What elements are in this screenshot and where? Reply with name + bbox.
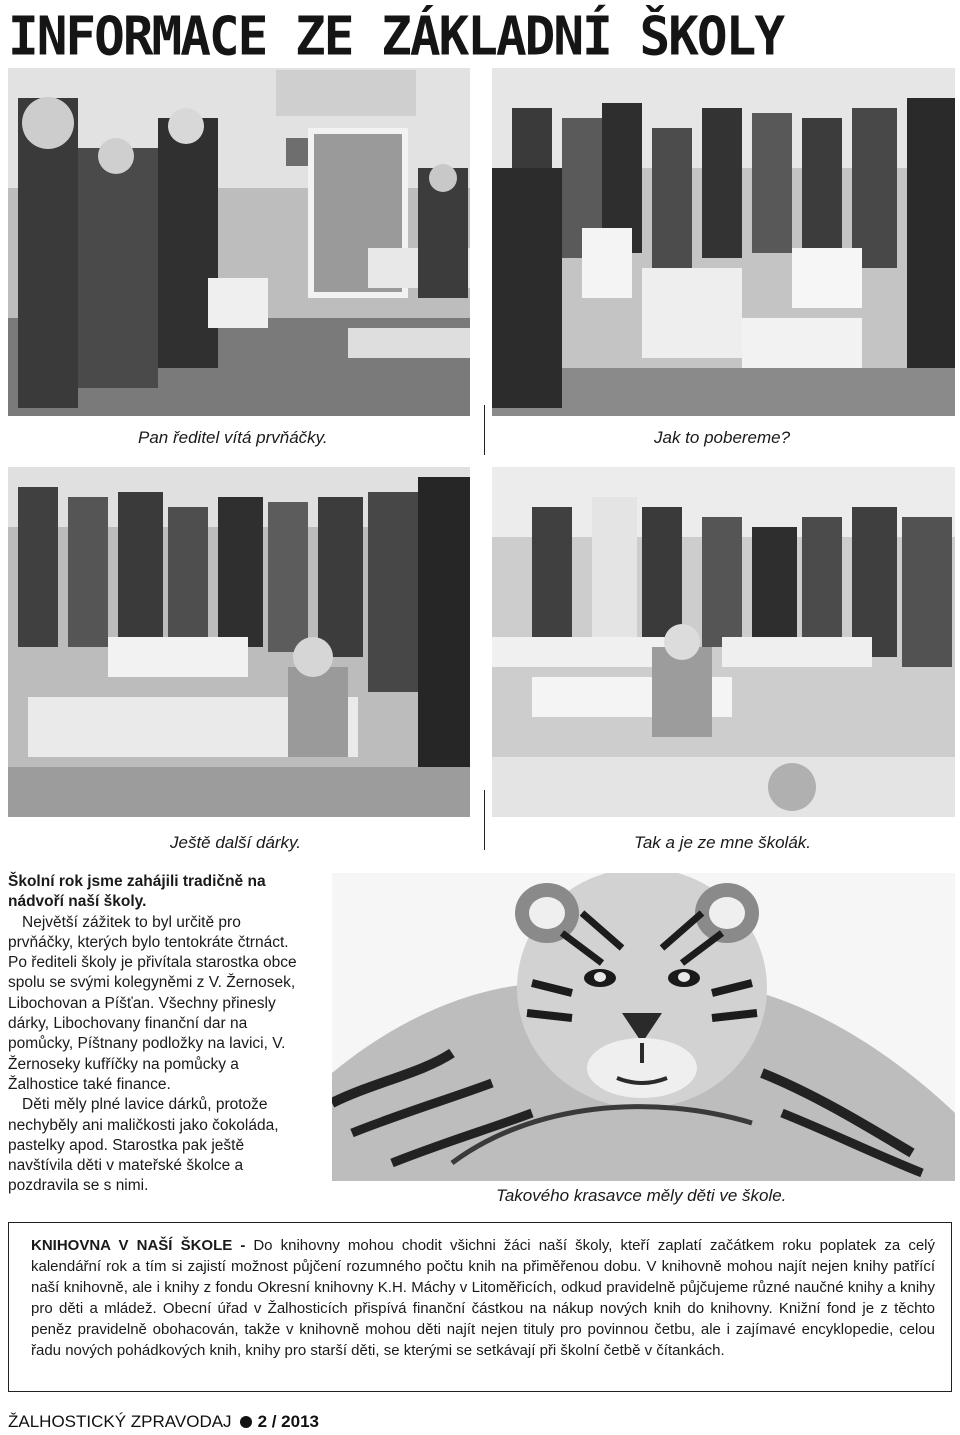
library-body: Do knihovny mohou chodit všichni žáci naší školy, kteří zaplatí začátkem roku poplatek za celý kalendářní rok a tím si zajistí možnost půjčení rozumného počtu knih na přiměřenou dobu. V knihovně mohou najít nejen knihy patřící naší knihovně, ale i knihy z fondu Okresní knihovny K.H. Máchy v Litoměřicích, odkud pravidelně půjčujeme různé naučné knihy a knihy pro děti a mládež. Obecní úřad v Žalhosticích přispívá finanční částkou na nákup nových knih do knihovny. Knižní fond je z těchto peněz pravidelně obohacován, takže v knihovně mohou děti najít nejen tituly pro povinnou četbu, ale i zajímavé encyklopedie, celou řadu nových pohádkových knih, knihy pro starší děti, se kterými se setkávají při školní četbě v čítankách. (31, 1237, 935, 1359)
photo-more-gifts (8, 467, 470, 817)
article-school-year (8, 872, 306, 1197)
caption-now-a-pupil: Tak a je ze mne školák. (634, 833, 812, 852)
library-title: KNIHOVNA V NAŠÍ ŠKOLE - (31, 1237, 246, 1254)
column-divider-bottom (484, 790, 485, 850)
article-paragraph-2: Děti měly plné lavice dárků, protože nechyběly ani maličkosti jako čokoláda, pastelky apod. Starostka pak ještě navštívila děti v mateřské školce a pozdravila se s nimi. (8, 1096, 279, 1195)
caption-tiger: Takového krasavce měly děti ve škole. (496, 1186, 787, 1205)
page-footer (8, 1412, 319, 1432)
photo-how-to-carry (492, 68, 955, 416)
library-notice-box (8, 1222, 952, 1392)
caption-more-gifts: Ještě další dárky. (170, 833, 302, 852)
publication-name: ŽALHOSTICKÝ ZPRAVODAJ (8, 1412, 232, 1431)
issue-number: 2 / 2013 (257, 1412, 320, 1431)
caption-headmaster-welcome: Pan ředitel vítá prvňáčky. (138, 428, 328, 447)
photo-headmaster-welcome (8, 68, 470, 416)
article-paragraph-1: Největší zážitek to byl určitě pro prvňáčky, kterých bylo tentokráte čtrnáct. Po řediteli školy je přivítala starostka obce spolu se svými kolegyněmi z V. Žernosek, Libochovan a Píšťan. Všechny přinesly dárky, Libochovany finanční dar na pomůcky, Píštnany podložky na lavici, V. Žernoseky kufříčky na pomůcky a Žalhostice také finance. (8, 913, 297, 1093)
photo-tiger (332, 873, 955, 1181)
bullet-icon (240, 1416, 252, 1428)
page-headline: INFORMACE ZE ZÁKLADNÍ ŠKOLY (8, 6, 784, 69)
article-lead: Školní rok jsme zahájili tradičně na nádvoří naší školy. (8, 873, 266, 911)
column-divider-top (484, 405, 485, 455)
photo-now-a-pupil (492, 467, 955, 817)
caption-how-to-carry: Jak to pobereme? (654, 428, 791, 447)
